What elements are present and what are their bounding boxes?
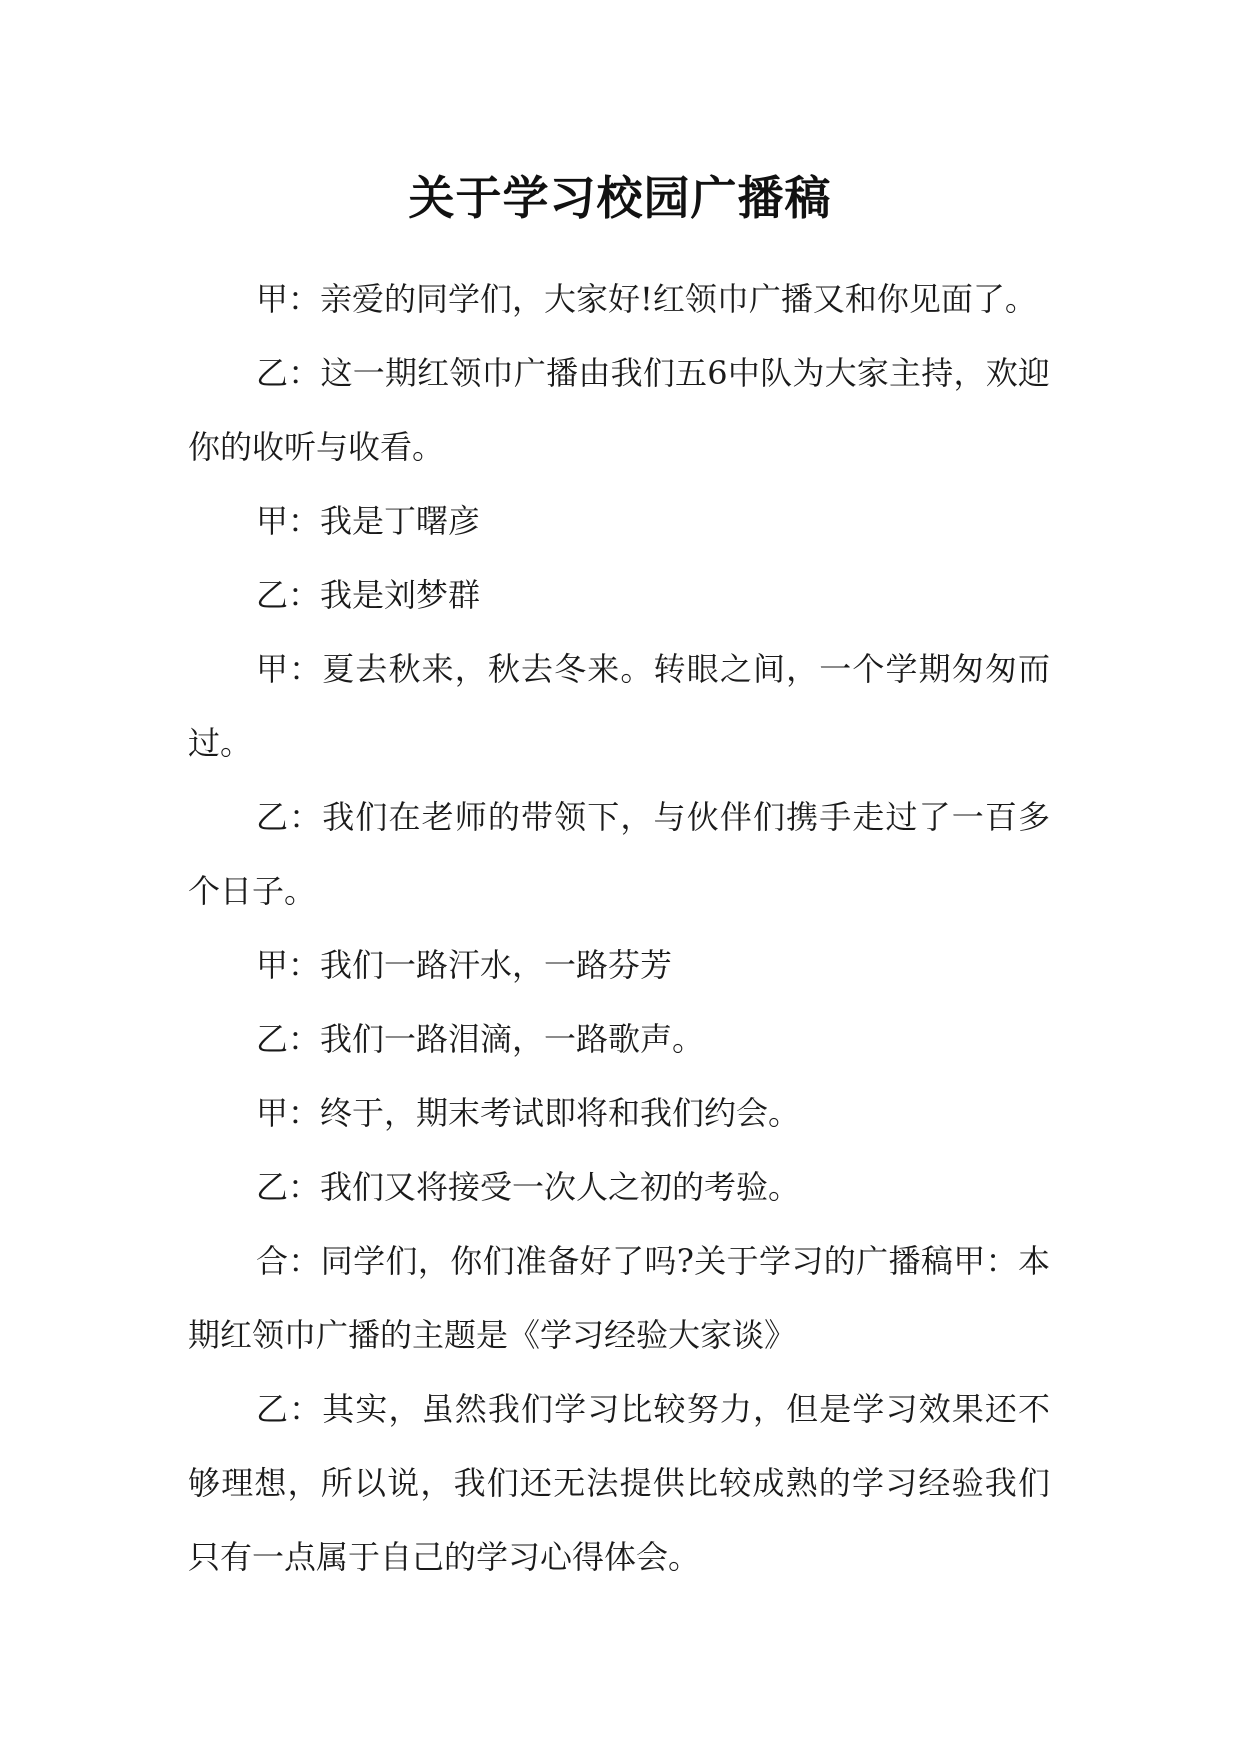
paragraph: 乙：我们一路泪滴，一路歌声。 xyxy=(256,1020,705,1058)
paragraph: 乙：这一期红领巾广播由我们五6中队为大家主持，欢迎你的收听与收看。 xyxy=(188,354,1050,466)
paragraph: 甲：终于，期末考试即将和我们约会。 xyxy=(256,1094,801,1132)
paragraph: 甲：夏去秋来，秋去冬来。转眼之间，一个学期匆匆而过。 xyxy=(188,650,1050,762)
paragraph: 乙：我们又将接受一次人之初的考验。 xyxy=(256,1168,801,1206)
paragraph: 乙：我是刘梦群 xyxy=(256,576,481,614)
paragraph: 甲：我们一路汗水，一路芬芳 xyxy=(256,946,673,984)
document-body xyxy=(188,262,1050,1594)
document-title: 关于学习校园广播稿 xyxy=(408,171,832,225)
paragraph: 甲：亲爱的同学们，大家好!红领巾广播又和你见面了。 xyxy=(256,280,1037,318)
paragraph: 乙：其实，虽然我们学习比较努力，但是学习效果还不够理想，所以说，我们还无法提供比较成熟的学习经验我们只有一点属于自己的学习心得体会。 xyxy=(188,1390,1050,1576)
paragraph: 合：同学们，你们准备好了吗?关于学习的广播稿甲：本期红领巾广播的主题是《学习经验大家谈》 xyxy=(188,1242,1050,1354)
paragraph: 乙：我们在老师的带领下，与伙伴们携手走过了一百多个日子。 xyxy=(188,798,1050,910)
paragraph: 甲：我是丁曙彦 xyxy=(256,502,481,540)
